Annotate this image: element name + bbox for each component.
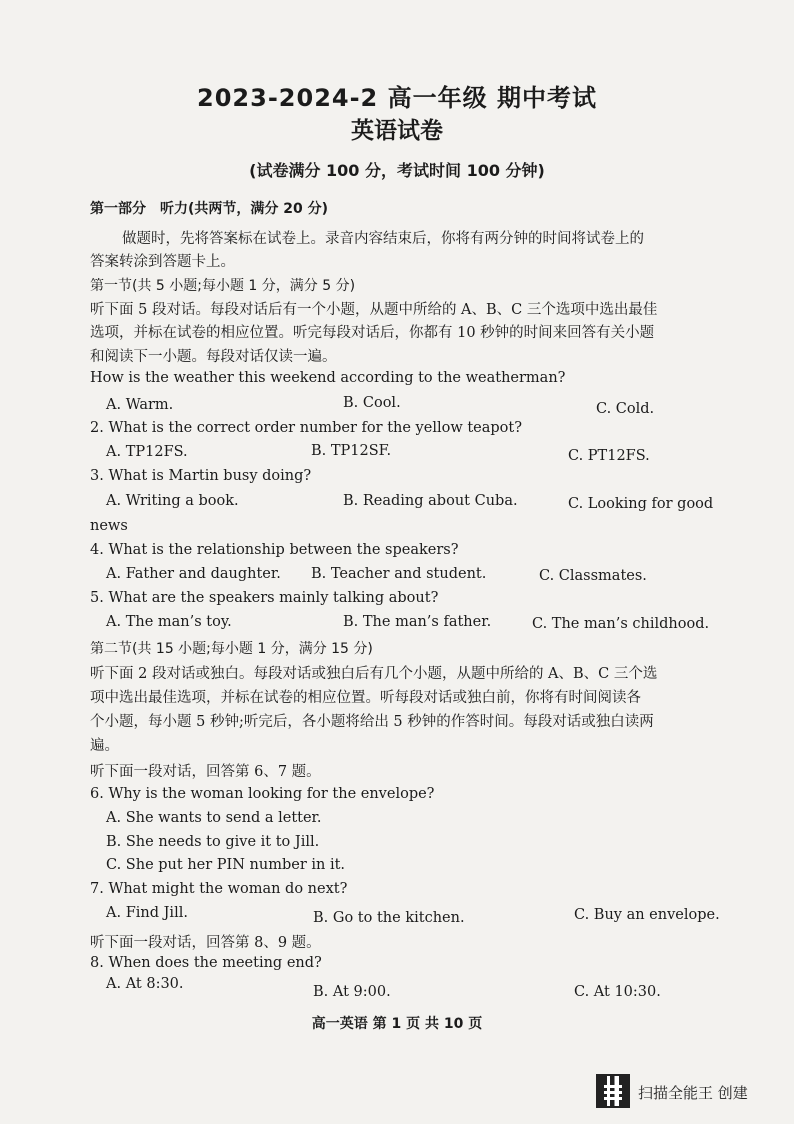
option-c: C. Classmates. [539,568,647,584]
option-c: C. Cold. [596,401,655,417]
option-a: A. Writing a book. [106,493,239,509]
question-stem: 2. What is the correct order number for the yellow teapot? [90,420,523,436]
question-stem: 6. Why is the woman looking for the envelope? [90,786,435,802]
option-b: B. Teacher and student. [311,566,487,582]
part1-intro-line2: 答案转涂到答题卡上。 [90,254,235,270]
option-a: A. TP12FS. [106,444,188,460]
section1-instr-line2: 选项，并标在试卷的相应位置。听完每段对话后，你都有 10 秒钟的时间来回答有关小题 [90,325,655,341]
option-c: C. She put her PIN number in it. [106,857,346,873]
option-a: A. At 8:30. [106,976,184,992]
option-b: B. Reading about Cuba. [343,493,518,509]
section1-heading: 第一节(共 5 小题;每小题 1 分，满分 5 分) [90,278,356,294]
question-stem: 7. What might the woman do next? [90,881,348,897]
option-c: C. Looking for good [568,496,714,512]
option-b: B. Go to the kitchen. [313,910,465,926]
section2-instr-line1: 听下面 2 段对话或独白。每段对话或独白后有几个小题，从题中所给的 A、B、C 三个选 [90,666,658,682]
question-stem: 3. What is Martin busy doing? [90,468,312,484]
option-b: B. At 9:00. [313,984,391,1000]
option-a: A. Warm. [106,397,174,413]
option-b: B. Cool. [343,395,401,411]
section1-instr-line1: 听下面 5 段对话。每段对话后有一个小题，从题中所给的 A、B、C 三个选项中选出最佳 [90,302,658,318]
option-b: B. She needs to give it to Jill. [106,834,320,850]
option-b: B. The man’s father. [343,614,492,630]
section2-instr-line2: 项中选出最佳选项，并标在试卷的相应位置。听每段对话或独白前，你将有时间阅读各 [90,690,641,706]
dialog-intro: 听下面一段对话，回答第 8、9 题。 [90,935,321,951]
exam-note: (试卷满分 100 分，考试时间 100 分钟) [249,161,545,180]
option-c: C. PT12FS. [568,448,650,464]
section2-instr-line3: 个小题，每小题 5 秒钟;听完后，各小题将给出 5 秒钟的作答时间。每段对话或独白读两 [90,714,654,730]
page-footer: 高一英语 第 1 页 共 10 页 [311,1016,483,1032]
option-a: A. Father and daughter. [106,566,281,582]
option-a: A. The man’s toy. [106,614,232,630]
option-c: C. At 10:30. [574,984,661,1000]
question-stem: 5. What are the speakers mainly talking about? [90,590,439,606]
section2-heading: 第二节(共 15 小题;每小题 1 分，满分 15 分) [90,641,373,657]
option-a: A. Find Jill. [106,905,188,921]
section2-instr-line4: 遍。 [90,738,119,754]
option-b: B. TP12SF. [311,443,392,459]
qr-code-icon [596,1074,630,1108]
option-c: C. The man’s childhood. [532,616,710,632]
exam-title: 2023-2024-2 高一年级 期中考试 [197,84,597,112]
dialog-intro: 听下面一段对话，回答第 6、7 题。 [90,764,321,780]
scanner-watermark: 扫描全能王 创建 [638,1084,748,1102]
part1-intro-line1: 做题时，先将答案标在试卷上。录音内容结束后，你将有两分钟的时间将试卷上的 [122,231,644,247]
question-stem: 4. What is the relationship between the speakers? [90,542,459,558]
question-stem: 8. When does the meeting end? [90,955,322,971]
exam-subtitle: 英语试卷 [351,118,443,144]
part1-heading: 第一部分 听力(共两节，满分 20 分) [90,201,329,217]
option-c: C. Buy an envelope. [574,907,720,923]
section1-instr-line3: 和阅读下一小题。每段对话仅读一遍。 [90,349,337,365]
question-stem: How is the weather this weekend according to the weatherman? [90,370,566,386]
option-a: A. She wants to send a letter. [106,810,322,826]
option-c-continued: news [90,518,128,534]
